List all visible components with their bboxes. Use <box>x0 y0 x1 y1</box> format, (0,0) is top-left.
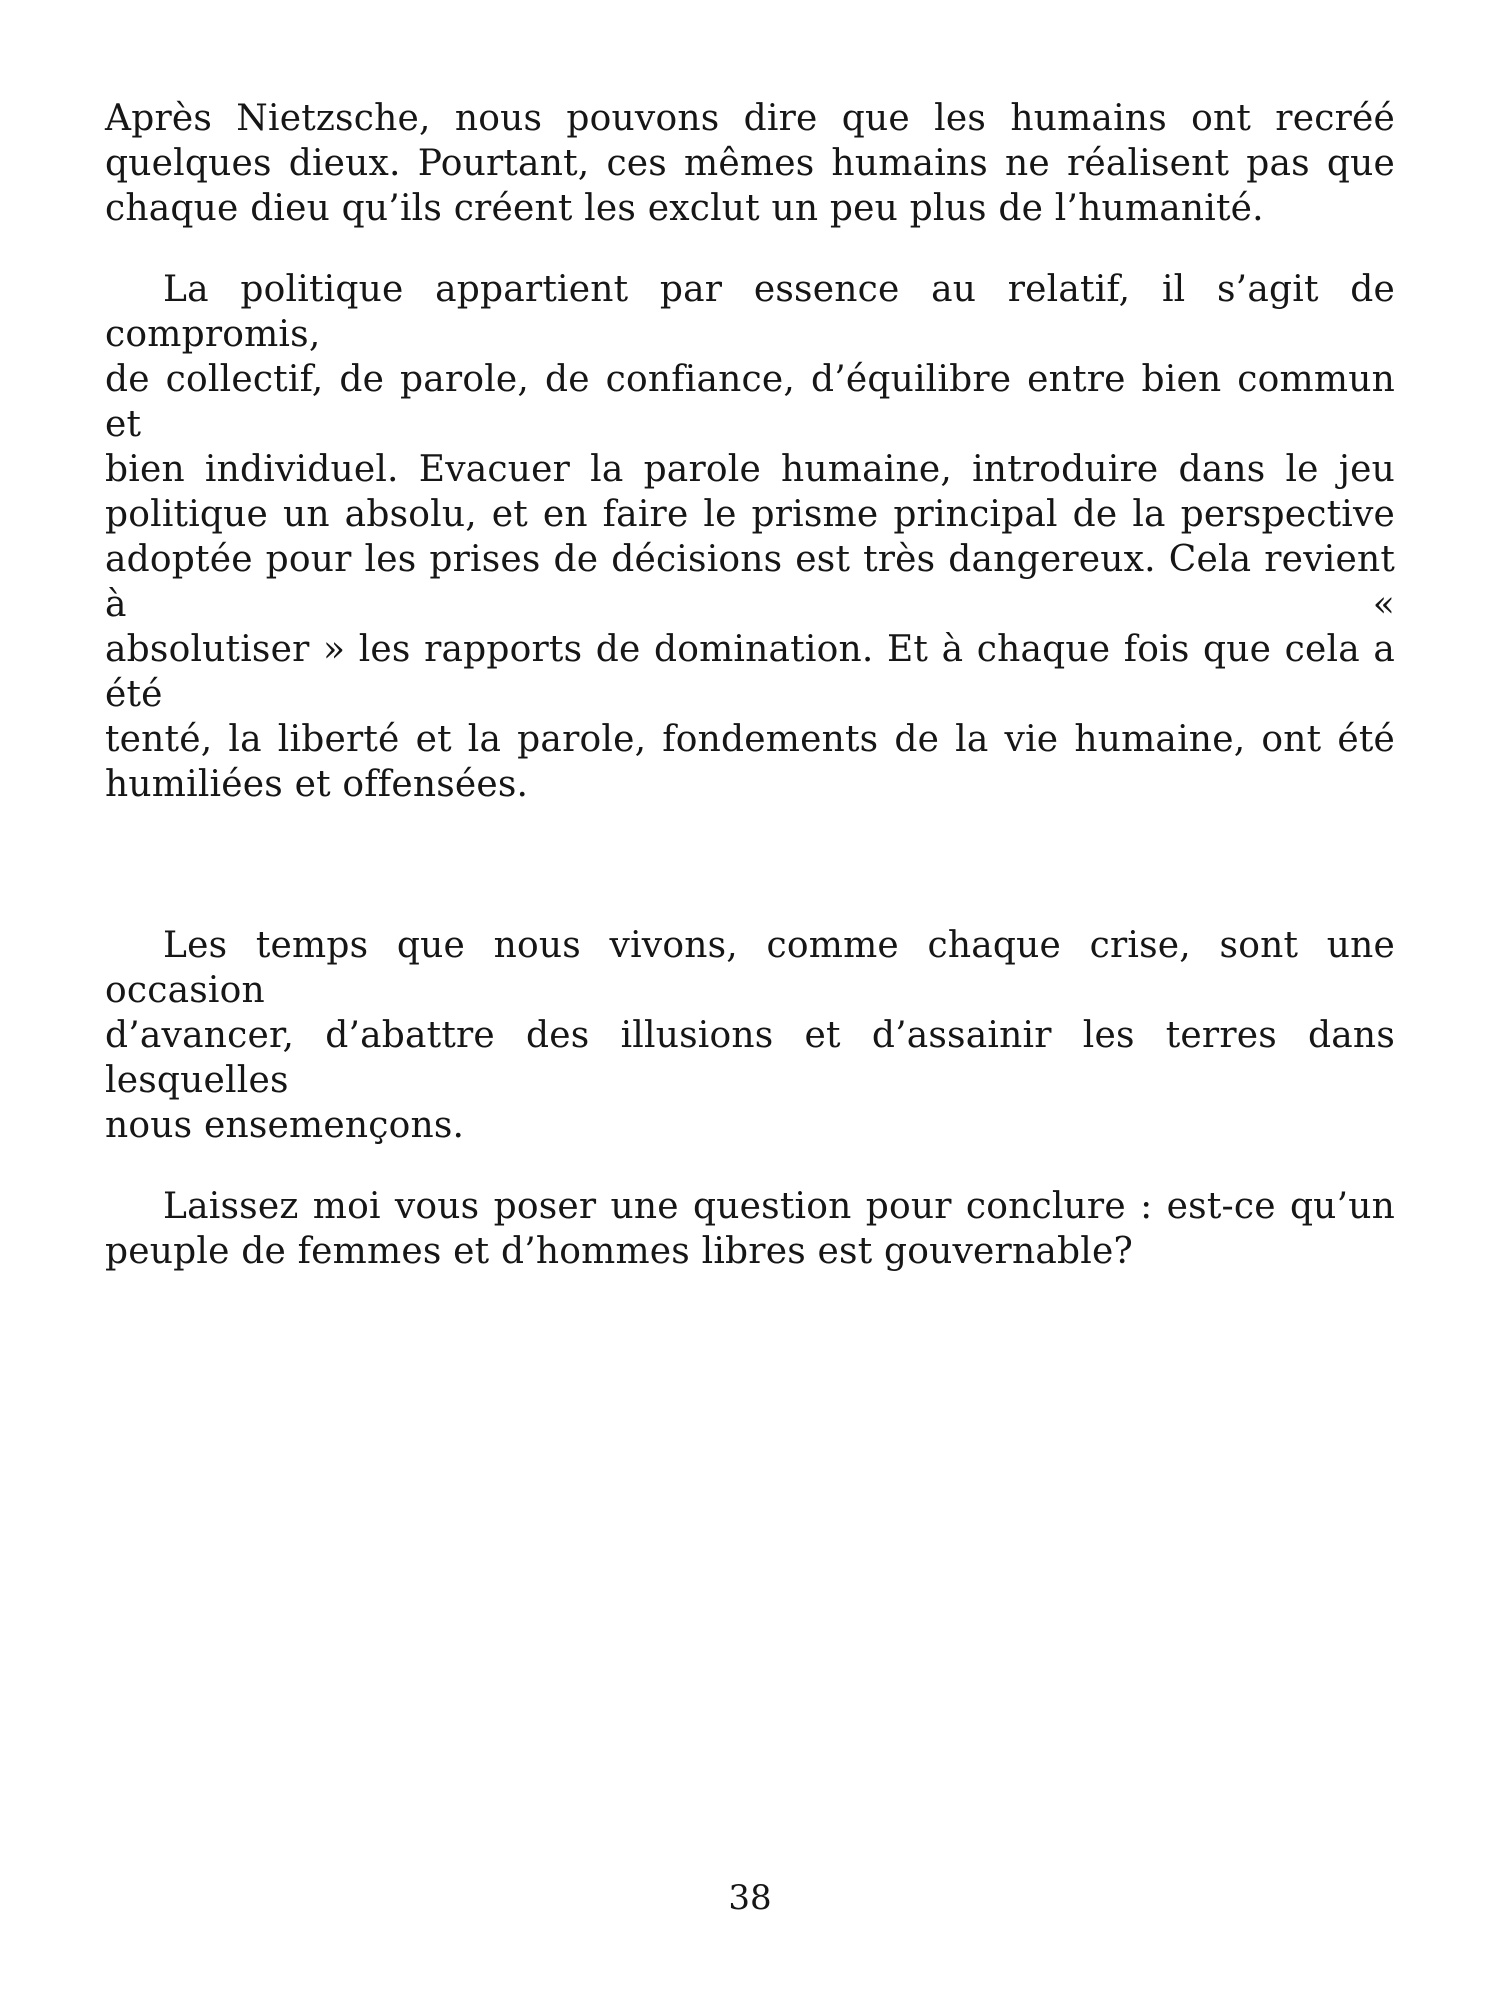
text-line: quelques dieux. Pourtant, ces mêmes humains ne réalisent pas que <box>105 143 1395 184</box>
text-line: Après Nietzsche, nous pouvons dire que les humains ont recréé <box>105 98 1395 139</box>
text-line: politique un absolu, et en faire le prisme principal de la perspective <box>105 494 1395 535</box>
text-line: Les temps que nous vivons, comme chaque crise, sont une occasion <box>105 925 1395 1011</box>
page-number: 38 <box>728 1878 772 1918</box>
text-line: Laissez moi vous poser une question pour conclure : est-ce qu’un <box>163 1186 1395 1227</box>
paragraph <box>105 267 1395 807</box>
text-line: nous ensemençons. <box>105 1105 465 1146</box>
text-line: chaque dieu qu’ils créent les exclut un peu plus de l’humanité. <box>105 188 1264 229</box>
text-line: adoptée pour les prises de décisions est très dangereux. Cela revient à « <box>105 539 1395 625</box>
text-line: peuple de femmes et d’hommes libres est gouvernable? <box>105 1231 1133 1272</box>
text-block <box>105 96 1395 1274</box>
text-line: de collectif, de parole, de confiance, d’équilibre entre bien commun et <box>105 359 1395 445</box>
paragraph <box>105 923 1395 1148</box>
text-line: humiliées et offensées. <box>105 764 529 805</box>
text-line: bien individuel. Evacuer la parole humaine, introduire dans le jeu <box>105 449 1395 490</box>
text-line: La politique appartient par essence au relatif, il s’agit de compromis, <box>105 269 1395 355</box>
paragraph <box>105 96 1395 231</box>
paragraph <box>105 1184 1395 1274</box>
text-line: tenté, la liberté et la parole, fondements de la vie humaine, ont été <box>105 719 1395 760</box>
text-line: absolutiser » les rapports de domination. Et à chaque fois que cela a été <box>105 629 1395 715</box>
text-line: d’avancer, d’abattre des illusions et d’assainir les terres dans lesquelles <box>105 1015 1395 1101</box>
